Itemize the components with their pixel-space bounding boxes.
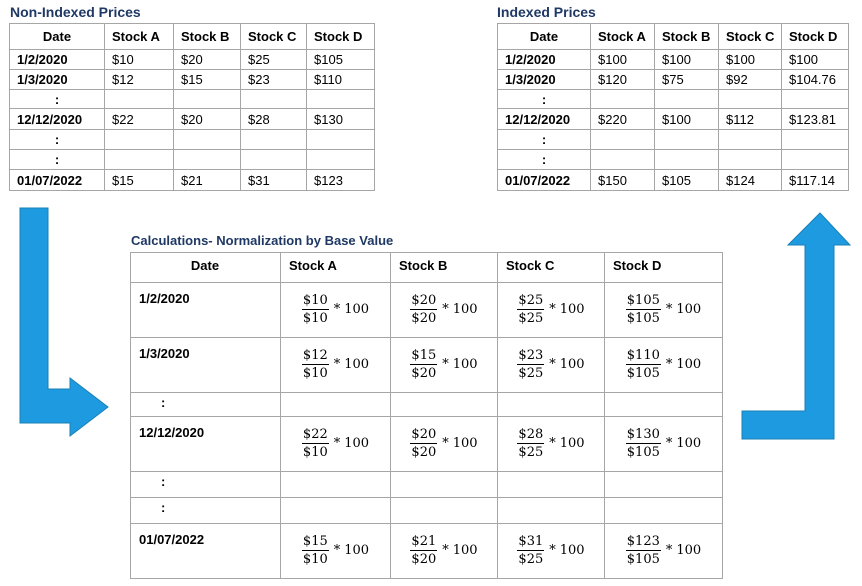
multiplier-value: 100 — [344, 356, 370, 372]
fraction-denominator: $25 — [518, 365, 544, 381]
date-cell: 1/2/2020 — [10, 50, 105, 70]
price-cell: $123.81 — [782, 109, 849, 130]
column-header-stock-b: Stock B — [174, 24, 241, 50]
fraction-denominator: $105 — [626, 551, 660, 567]
ellipsis-cell: : — [10, 90, 105, 109]
multiply-operator: * — [665, 542, 673, 558]
multiply-operator: * — [549, 356, 556, 372]
price-cell: $20 — [174, 109, 241, 130]
fraction-denominator: $20 — [411, 365, 437, 381]
column-header-date: Date — [498, 24, 591, 50]
fraction-numerator: $28 — [518, 426, 544, 442]
date-cell: 1/3/2020 — [131, 338, 281, 393]
multiplier-value: 100 — [452, 301, 478, 317]
price-cell: $117.14 — [782, 170, 849, 191]
fraction-numerator: $15 — [302, 533, 328, 549]
fraction-denominator: $25 — [518, 310, 544, 326]
price-cell: $100 — [782, 50, 849, 70]
down-right-arrow-icon — [20, 208, 108, 436]
fraction-numerator: $20 — [411, 292, 437, 308]
date-cell: 01/07/2022 — [10, 170, 105, 191]
multiplier-value: 100 — [676, 435, 702, 451]
multiply-operator: * — [333, 356, 341, 372]
multiplier-value: 100 — [559, 435, 585, 451]
column-header-stock-c: Stock C — [241, 24, 307, 50]
price-cell: $25 — [241, 50, 307, 70]
column-header-stock-a: Stock A — [105, 24, 174, 50]
price-cell: $124 — [719, 170, 782, 191]
fraction-denominator: $10 — [302, 551, 328, 567]
up-arrow-icon — [742, 213, 850, 439]
fraction-denominator: $25 — [518, 551, 544, 567]
column-header-stock-c: Stock C — [498, 253, 605, 283]
ellipsis-cell: : — [131, 393, 281, 417]
multiplier-value: 100 — [344, 301, 370, 317]
multiply-operator: * — [333, 435, 341, 451]
ellipsis-cell: : — [498, 90, 591, 109]
price-cell: $92 — [719, 70, 782, 90]
price-cell: $21 — [174, 170, 241, 191]
multiplier-value: 100 — [344, 542, 370, 558]
price-cell: $20 — [174, 50, 241, 70]
fraction-numerator: $31 — [518, 533, 544, 549]
price-cell: $123 — [307, 170, 375, 191]
multiplier-value: 100 — [344, 435, 370, 451]
indexed-title: Indexed Prices — [497, 4, 596, 20]
ellipsis-cell: : — [131, 472, 281, 498]
price-cell: $10 — [105, 50, 174, 70]
multiplier-value: 100 — [452, 435, 478, 451]
multiply-operator: * — [442, 435, 449, 451]
price-cell: $100 — [655, 109, 719, 130]
fraction-numerator: $21 — [411, 533, 437, 549]
date-cell: 1/2/2020 — [498, 50, 591, 70]
column-header-stock-d: Stock D — [782, 24, 849, 50]
date-cell: 12/12/2020 — [131, 417, 281, 472]
price-cell: $130 — [307, 109, 375, 130]
fraction-numerator: $15 — [411, 347, 437, 363]
fraction-numerator: $123 — [626, 533, 660, 549]
price-cell: $100 — [655, 50, 719, 70]
column-header-stock-d: Stock D — [605, 253, 723, 283]
fraction-numerator: $130 — [626, 426, 660, 442]
price-cell: $15 — [174, 70, 241, 90]
price-cell: $75 — [655, 70, 719, 90]
multiply-operator: * — [442, 542, 449, 558]
column-header-stock-c: Stock C — [719, 24, 782, 50]
price-cell: $120 — [591, 70, 655, 90]
ellipsis-cell: : — [498, 150, 591, 170]
fraction-denominator: $105 — [626, 310, 660, 326]
price-cell: $28 — [241, 109, 307, 130]
multiply-operator: * — [549, 542, 556, 558]
price-cell: $100 — [719, 50, 782, 70]
date-cell: 12/12/2020 — [10, 109, 105, 130]
multiplier-value: 100 — [559, 301, 585, 317]
fraction-numerator: $110 — [626, 347, 660, 363]
column-header-date: Date — [131, 253, 281, 283]
multiply-operator: * — [549, 435, 556, 451]
column-header-stock-b: Stock B — [391, 253, 498, 283]
column-header-stock-a: Stock A — [281, 253, 391, 283]
column-header-stock-b: Stock B — [655, 24, 719, 50]
column-header-stock-d: Stock D — [307, 24, 375, 50]
price-cell: $12 — [105, 70, 174, 90]
price-cell: $220 — [591, 109, 655, 130]
date-cell: 12/12/2020 — [498, 109, 591, 130]
fraction-denominator: $105 — [626, 365, 660, 381]
multiplier-value: 100 — [676, 301, 702, 317]
price-cell: $105 — [307, 50, 375, 70]
date-cell: 01/07/2022 — [498, 170, 591, 191]
non-indexed-title: Non-Indexed Prices — [10, 4, 141, 20]
multiplier-value: 100 — [559, 356, 585, 372]
fraction-denominator: $105 — [626, 444, 660, 460]
multiply-operator: * — [665, 435, 673, 451]
multiply-operator: * — [665, 356, 673, 372]
date-cell: 01/07/2022 — [131, 524, 281, 579]
multiply-operator: * — [333, 301, 341, 317]
price-cell: $112 — [719, 109, 782, 130]
fraction-numerator: $25 — [518, 292, 544, 308]
ellipsis-cell: : — [10, 130, 105, 150]
fraction-numerator: $10 — [302, 292, 328, 308]
column-header-date: Date — [10, 24, 105, 50]
multiply-operator: * — [665, 301, 673, 317]
price-cell: $105 — [655, 170, 719, 191]
ellipsis-cell: : — [10, 150, 105, 170]
multiply-operator: * — [549, 301, 556, 317]
price-cell: $31 — [241, 170, 307, 191]
fraction-denominator: $20 — [411, 444, 437, 460]
multiply-operator: * — [442, 301, 449, 317]
fraction-denominator: $20 — [411, 551, 437, 567]
multiplier-value: 100 — [452, 356, 478, 372]
multiplier-value: 100 — [559, 542, 585, 558]
fraction-denominator: $25 — [518, 444, 544, 460]
fraction-denominator: $20 — [411, 310, 437, 326]
multiplier-value: 100 — [676, 542, 702, 558]
price-cell: $110 — [307, 70, 375, 90]
price-cell: $100 — [591, 50, 655, 70]
price-cell: $15 — [105, 170, 174, 191]
multiplier-value: 100 — [676, 356, 702, 372]
ellipsis-cell: : — [131, 498, 281, 524]
fraction-numerator: $23 — [518, 347, 544, 363]
fraction-denominator: $10 — [302, 444, 328, 460]
ellipsis-cell: : — [498, 130, 591, 150]
fraction-numerator: $12 — [302, 347, 328, 363]
date-cell: 1/3/2020 — [498, 70, 591, 90]
price-cell: $22 — [105, 109, 174, 130]
calculations-title: Calculations- Normalization by Base Value — [131, 233, 394, 248]
price-cell: $23 — [241, 70, 307, 90]
fraction-numerator: $105 — [626, 292, 660, 308]
column-header-stock-a: Stock A — [591, 24, 655, 50]
fraction-denominator: $10 — [302, 310, 328, 326]
multiply-operator: * — [442, 356, 449, 372]
fraction-denominator: $10 — [302, 365, 328, 381]
price-cell: $150 — [591, 170, 655, 191]
date-cell: 1/3/2020 — [10, 70, 105, 90]
multiply-operator: * — [333, 542, 341, 558]
price-cell: $104.76 — [782, 70, 849, 90]
multiplier-value: 100 — [452, 542, 478, 558]
date-cell: 1/2/2020 — [131, 283, 281, 338]
fraction-numerator: $20 — [411, 426, 437, 442]
fraction-numerator: $22 — [302, 426, 328, 442]
